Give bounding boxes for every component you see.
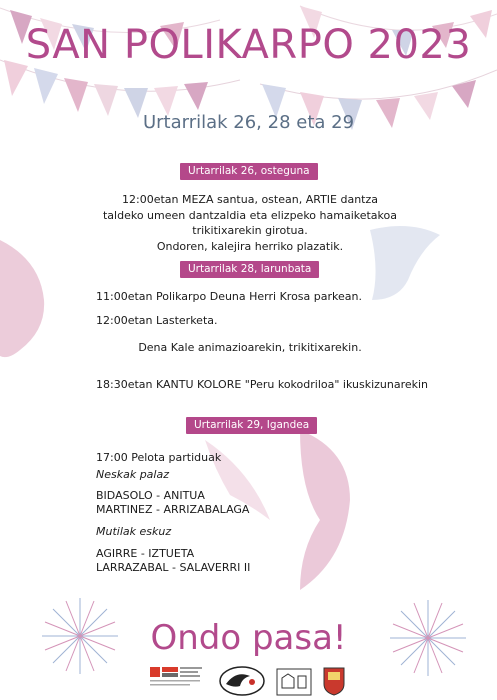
event-line: Dena Kale animazioarekin, trikitixarekin.	[138, 341, 362, 354]
event-line: Ondoren, kalejira herriko plazatik.	[156, 239, 344, 253]
coat-of-arms-logo-mark	[322, 666, 346, 696]
event-line: taldeko umeen dantzaldia eta elizpeko hamaiketakoa	[102, 208, 397, 222]
event-line: 18:30etan KANTU KOLORE "Peru kokodriloa" ikuskizunarekin	[96, 378, 429, 391]
category-label: Mutilak eskuz	[96, 525, 172, 538]
event-line: trikitixarekin girotua.	[192, 224, 308, 237]
event-line: 12:00etan MEZA santua, ostean, ARTIE dantza	[122, 193, 378, 206]
coat-of-arms-logo	[322, 666, 346, 696]
bfa-dfb-logo-mark	[150, 665, 208, 689]
match-line: AGIRRE - IZTUETA	[96, 547, 195, 560]
town-logo	[276, 668, 312, 696]
match-line: BIDASOLO - ANITUA	[96, 489, 205, 502]
section-header-jan-29: Urtarrilak 29, Igandea	[186, 417, 317, 434]
club-logo	[216, 664, 268, 698]
poster-title: SAN POLIKARPO 2023	[25, 22, 472, 68]
bfa-dfb-logo	[150, 665, 208, 689]
town-logo-mark	[276, 668, 312, 696]
match-line: LARRAZABAL - SALAVERRI II	[96, 561, 251, 574]
closing-message: Ondo pasa!	[150, 618, 347, 658]
event-line: 11:00etan Polikarpo Deuna Herri Krosa parkean.	[96, 290, 362, 303]
section-header-jan-26: Urtarrilak 26, osteguna	[180, 163, 318, 180]
section-body-jan-26	[80, 192, 420, 254]
category-label: Neskak palaz	[96, 468, 169, 481]
event-dates: Urtarrilak 26, 28 eta 29	[142, 112, 355, 133]
event-line: 12:00etan Lasterketa.	[96, 314, 218, 327]
match-line: MARTINEZ - ARRIZABALAGA	[96, 503, 250, 516]
section-header-jan-28: Urtarrilak 28, larunbata	[180, 261, 319, 278]
club-logo-mark	[216, 664, 268, 698]
event-line: 17:00 Pelota partiduak	[96, 451, 222, 464]
